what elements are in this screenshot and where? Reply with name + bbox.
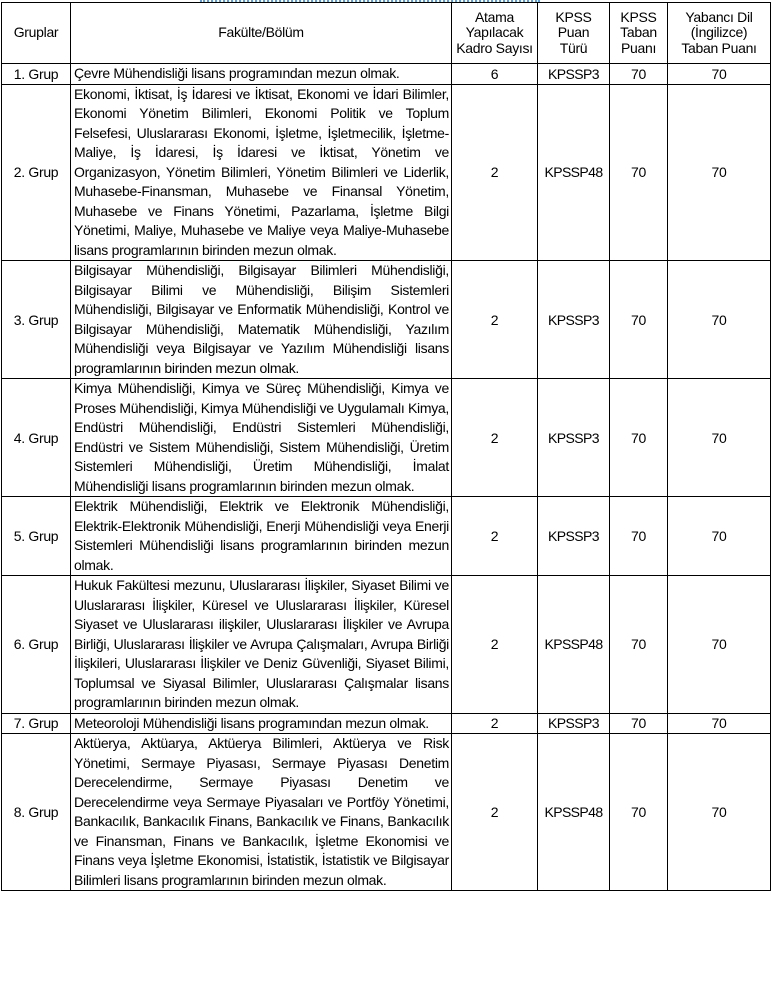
score-type-cell: KPSSP3 — [538, 64, 610, 85]
group-cell: 2. Grup — [2, 84, 71, 261]
header-groups: Gruplar — [2, 3, 71, 64]
quota-cell: 2 — [452, 734, 538, 891]
base-score-cell: 70 — [610, 379, 668, 497]
description-cell: Meteoroloji Mühendisliği lisans programından mezun olmak. — [71, 713, 452, 734]
quota-cell: 2 — [452, 576, 538, 714]
table-row — [2, 713, 771, 734]
header-quota: Atama Yapılacak Kadro Sayısı — [452, 3, 538, 64]
description-cell: Aktüerya, Aktüarya, Aktüerya Bilimleri, Aktüerya ve Risk Yönetimi, Sermaye Piyasası, Sermaye Piyasası Denetim Derecelendirme, Sermaye Piyasası Denetim ve Derecelendirme veya Sermaye Piyasaları ve Portföy Yönetimi, Bankacılık, Bankacılık Finans, Bankacılık ve Finans, Bankacılık ve Finansman, Finans ve Bankacılık, İşletme Ekonomisi ve Finans veya İşletme Ekonomisi, İstatistik, İstatistik ve Bilgisayar Bilimleri lisans programlarının birinden mezun olmak. — [71, 734, 452, 891]
score-type-cell: KPSSP48 — [538, 734, 610, 891]
language-score-cell: 70 — [668, 713, 771, 734]
quota-cell: 2 — [452, 497, 538, 576]
recruitment-table — [1, 2, 771, 891]
base-score-cell: 70 — [610, 734, 668, 891]
table-row — [2, 261, 771, 379]
language-score-cell: 70 — [668, 497, 771, 576]
description-cell: Ekonomi, İktisat, İş İdaresi ve İktisat, Ekonomi ve İdari Bilimler, Ekonomi Yönetim Bilimleri, Ekonomi Politik ve Toplum Felsefesi, Uluslararası Ekonomi, İşletme, İşletmecilik, İşletme-Maliye, İş İdaresi, İş İdaresi ve İktisat, Yönetim ve Organizasyon, Yönetim Bilimleri, Yönetim Bilimleri ve Liderlik, Muhasebe-Finansman, Muhasebe ve Finansal Yönetim, Muhasebe ve Finans Yönetimi, Pazarlama, İşletme Bilgi Yönetimi, Maliye, Muhasebe ve Maliye veya Maliye-Muhasebe lisans programlarının birinden mezun olmak. — [71, 84, 452, 261]
quota-cell: 2 — [452, 713, 538, 734]
description-cell: Elektrik Mühendisliği, Elektrik ve Elektronik Mühendisliği, Elektrik-Elektronik Mühendisliği, Enerji Mühendisliği veya Enerji Sistemleri Mühendisliği lisans programlarının birinden mezun olmak. — [71, 497, 452, 576]
table-row — [2, 497, 771, 576]
table-row — [2, 64, 771, 85]
base-score-cell: 70 — [610, 713, 668, 734]
group-cell: 1. Grup — [2, 64, 71, 85]
header-language-score: Yabancı Dil (İngilizce) Taban Puanı — [668, 3, 771, 64]
base-score-cell: 70 — [610, 64, 668, 85]
group-cell: 8. Grup — [2, 734, 71, 891]
table-row — [2, 576, 771, 714]
header-base-score: KPSS Taban Puanı — [610, 3, 668, 64]
score-type-cell: KPSSP3 — [538, 497, 610, 576]
table-row — [2, 84, 771, 261]
score-type-cell: KPSSP3 — [538, 261, 610, 379]
quota-cell: 6 — [452, 64, 538, 85]
header-score-type: KPSS Puan Türü — [538, 3, 610, 64]
base-score-cell: 70 — [610, 497, 668, 576]
quota-cell: 2 — [452, 84, 538, 261]
base-score-cell: 70 — [610, 84, 668, 261]
score-type-cell: KPSSP3 — [538, 713, 610, 734]
description-cell: Kimya Mühendisliği, Kimya ve Süreç Mühendisliği, Kimya ve Proses Mühendisliği, Kimya Mühendisliği ve Uygulamalı Kimya, Endüstri Mühendisliği, Endüstri Sistemleri Mühendisliği, Endüstri ve Sistem Mühendisliği, Sistem Mühendisliği, Üretim Sistemleri Mühendisliği, Üretim Mühendisliği, İmalat Mühendisliği lisans programlarının birinden mezun olmak. — [71, 379, 452, 497]
header-row — [2, 3, 771, 64]
language-score-cell: 70 — [668, 64, 771, 85]
score-type-cell: KPSSP3 — [538, 379, 610, 497]
description-cell: Hukuk Fakültesi mezunu, Uluslararası İlişkiler, Siyaset Bilimi ve Uluslararası İlişkiler, Küresel ve Uluslararası İlişkiler, Küresel Siyaset ve Uluslararası ilişkiler, Uluslararası İlişkiler ve Avrupa Birliği, Uluslararası İlişkiler ve Avrupa Çalışmaları, Avrupa Birliği İlişkileri, Uluslararası İlişkiler ve Deniz Güvenliği, Siyaset Bilimi, Toplumsal ve Siyasal Bilimler, Uluslararası Çalışmalar lisans programlarının birinden mezun olmak. — [71, 576, 452, 714]
table-row — [2, 379, 771, 497]
score-type-cell: KPSSP48 — [538, 576, 610, 714]
language-score-cell: 70 — [668, 576, 771, 714]
language-score-cell: 70 — [668, 379, 771, 497]
group-cell: 4. Grup — [2, 379, 71, 497]
language-score-cell: 70 — [668, 734, 771, 891]
group-cell: 3. Grup — [2, 261, 71, 379]
quota-cell: 2 — [452, 261, 538, 379]
base-score-cell: 70 — [610, 261, 668, 379]
score-type-cell: KPSSP48 — [538, 84, 610, 261]
language-score-cell: 70 — [668, 84, 771, 261]
description-cell: Bilgisayar Mühendisliği, Bilgisayar Bilimleri Mühendisliği, Bilgisayar Bilimi ve Mühendisliği, Bilişim Sistemleri Mühendisliği, Bilgisayar ve Enformatik Mühendisliği, Kontrol ve Bilgisayar Mühendisliği, Matematik Mühendisliği, Yazılım Mühendisliği veya Bilgisayar ve Yazılım Mühendisliği lisans programlarının birinden mezun olmak. — [71, 261, 452, 379]
description-cell: Çevre Mühendisliği lisans programından mezun olmak. — [71, 64, 452, 85]
quota-cell: 2 — [452, 379, 538, 497]
group-cell: 5. Grup — [2, 497, 71, 576]
language-score-cell: 70 — [668, 261, 771, 379]
group-cell: 7. Grup — [2, 713, 71, 734]
table-row — [2, 734, 771, 891]
header-faculty: Fakülte/Bölüm — [71, 3, 452, 64]
base-score-cell: 70 — [610, 576, 668, 714]
group-cell: 6. Grup — [2, 576, 71, 714]
